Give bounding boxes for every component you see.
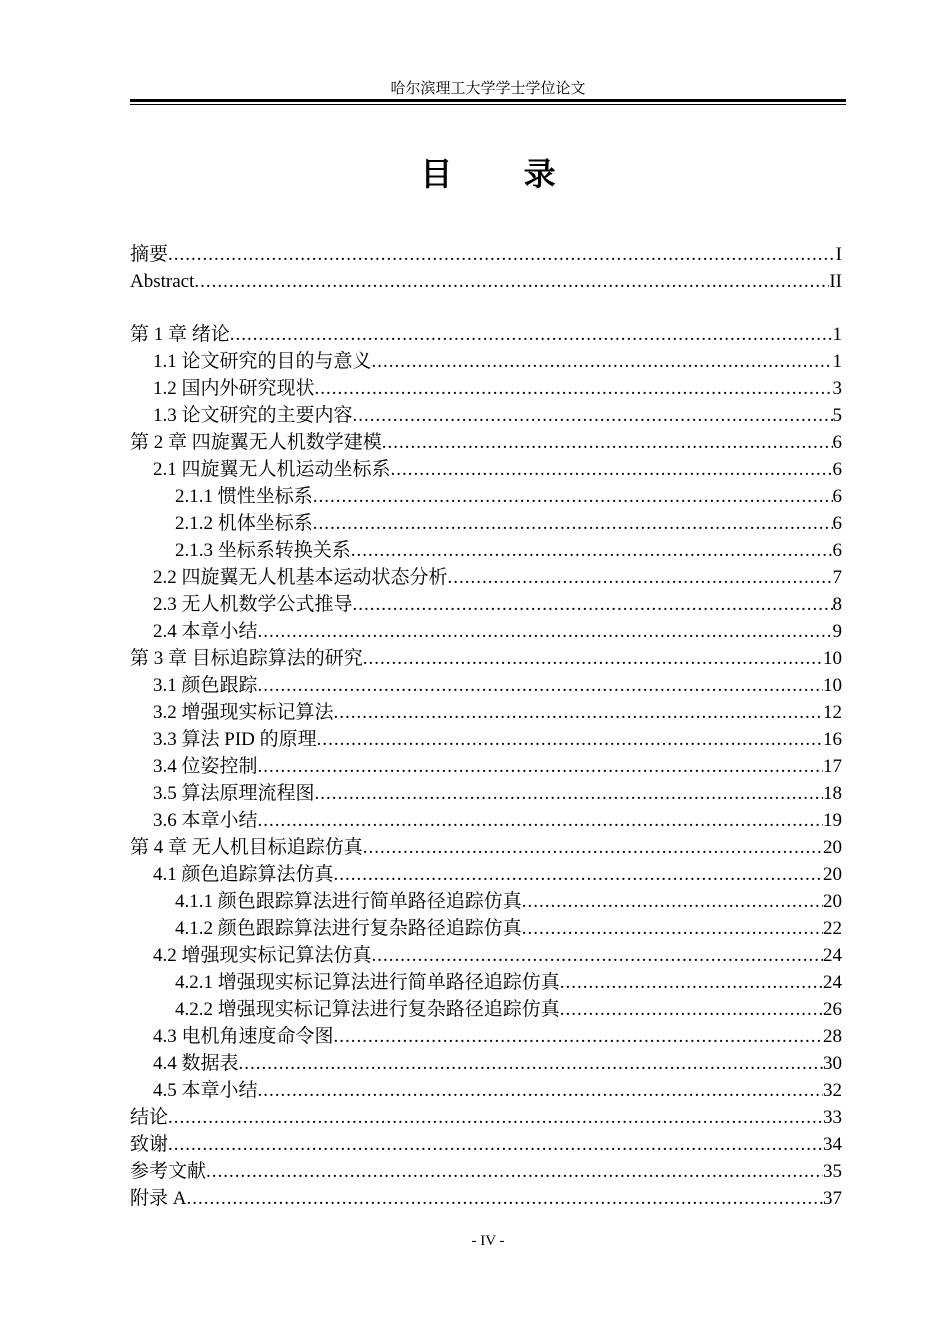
toc-entry-title: 4.5 本章小结 (153, 1080, 258, 1101)
toc-entry[interactable] (130, 807, 842, 834)
toc-entry[interactable] (130, 1050, 842, 1077)
toc-entry-title: 摘要 (130, 244, 169, 265)
toc-entry-page: I (835, 244, 842, 265)
toc-entry-title: 3.1 颜色跟踪 (153, 675, 258, 696)
toc-entry-page: 32 (823, 1080, 842, 1101)
toc-leader-dots (363, 645, 823, 672)
toc-leader-dots (353, 402, 833, 429)
toc-entry-title: 3.4 位姿控制 (153, 756, 258, 777)
toc-entry-page: 5 (832, 405, 842, 426)
toc-entry-title: 3.2 增强现实标记算法 (153, 702, 334, 723)
toc-entry-page: 30 (823, 1053, 842, 1074)
toc-entry[interactable] (130, 861, 842, 888)
toc-leader-dots (351, 537, 833, 564)
toc-entry-title: 附录 A (130, 1188, 187, 1209)
toc-leader-dots (258, 672, 823, 699)
toc-entry[interactable] (130, 537, 842, 564)
toc-entry-page: 33 (823, 1107, 842, 1128)
toc-entry-page: 8 (832, 594, 842, 615)
toc-leader-dots (258, 1077, 823, 1104)
header-rule-thin (130, 104, 846, 105)
toc-leader-dots (372, 942, 823, 969)
toc-entry[interactable] (130, 564, 842, 591)
toc-leader-dots (315, 375, 833, 402)
toc-entry[interactable] (130, 1158, 842, 1185)
toc-entry[interactable] (130, 402, 842, 429)
toc-front-matter (130, 241, 842, 295)
toc-entry[interactable] (130, 645, 842, 672)
toc-entry[interactable] (130, 780, 842, 807)
toc-leader-dots (206, 1158, 823, 1185)
running-header: 哈尔滨理工大学学士学位论文 (390, 79, 586, 97)
toc-entry-title: 2.2 四旋翼无人机基本运动状态分析 (153, 567, 448, 588)
toc-entry-title: 2.1.1 惯性坐标系 (175, 486, 313, 507)
toc-entry-title: 结论 (130, 1107, 169, 1128)
toc-leader-dots (560, 969, 823, 996)
toc-leader-dots (522, 888, 823, 915)
toc-leader-dots (239, 1050, 823, 1077)
toc-leader-dots (168, 1104, 823, 1131)
toc-entry[interactable] (130, 672, 842, 699)
toc-leader-dots (382, 429, 833, 456)
toc-leader-dots (353, 591, 833, 618)
toc-entry[interactable] (130, 348, 842, 375)
toc-entry-title: 1.2 国内外研究现状 (153, 378, 315, 399)
toc-entry-title: 2.1.3 坐标系转换关系 (175, 540, 351, 561)
toc-entry-page: 24 (823, 972, 842, 993)
toc-entry-page: 6 (832, 540, 842, 561)
toc-entry-page: 37 (823, 1188, 842, 1209)
toc-entry-page: 3 (832, 378, 842, 399)
toc-entry-title: 第 2 章 四旋翼无人机数学建模 (130, 432, 382, 453)
toc-entry-title: 2.1.2 机体坐标系 (175, 513, 313, 534)
toc-entry-page: 20 (823, 837, 842, 858)
page-title: 目 录 (420, 155, 586, 193)
toc-entry-title: 2.3 无人机数学公式推导 (153, 594, 353, 615)
toc-entry-page: 6 (832, 486, 842, 507)
toc-entry-page: 20 (823, 891, 842, 912)
toc-entry-title: 1.3 论文研究的主要内容 (153, 405, 353, 426)
toc-entry-page: 18 (823, 783, 842, 804)
toc-entry[interactable] (130, 753, 842, 780)
toc-entry-page: 10 (823, 675, 842, 696)
toc-entry[interactable] (130, 942, 842, 969)
toc-entry[interactable] (130, 834, 842, 861)
toc-entry[interactable] (130, 915, 842, 942)
toc-entry-title: 4.1 颜色追踪算法仿真 (153, 864, 334, 885)
toc-entry[interactable] (130, 1131, 842, 1158)
toc-leader-dots (258, 753, 823, 780)
toc-entry[interactable] (130, 1104, 842, 1131)
toc-entry-title: 1.1 论文研究的目的与意义 (153, 351, 372, 372)
toc-entry[interactable] (130, 510, 842, 537)
toc-entry-page: 28 (823, 1026, 842, 1047)
toc-leader-dots (334, 699, 823, 726)
toc-entry-title: 4.2 增强现实标记算法仿真 (153, 945, 372, 966)
toc-entry-title: Abstract (130, 271, 195, 292)
toc-entry[interactable] (130, 429, 842, 456)
toc-entry-title: 2.1 四旋翼无人机运动坐标系 (153, 459, 391, 480)
toc-entry[interactable] (130, 483, 842, 510)
toc-leader-dots (391, 456, 833, 483)
toc-entry-page: 20 (823, 864, 842, 885)
toc-entry-page: 12 (823, 702, 842, 723)
page-number: - IV - (471, 1233, 505, 1249)
toc-leader-dots (230, 321, 833, 348)
toc-entry[interactable] (130, 1077, 842, 1104)
toc-leader-dots (168, 241, 836, 268)
toc-leader-dots (317, 726, 823, 753)
toc-entry[interactable] (130, 1185, 842, 1212)
toc-entry-title: 3.6 本章小结 (153, 810, 258, 831)
toc-entry-title: 致谢 (130, 1134, 169, 1155)
toc-entry-page: 34 (823, 1134, 842, 1155)
toc-leader-dots (372, 348, 833, 375)
toc-entry-title: 第 3 章 目标追踪算法的研究 (130, 648, 363, 669)
toc-entry-page: 1 (832, 324, 842, 345)
toc-entry[interactable] (130, 618, 842, 645)
toc-entry-title: 4.1.2 颜色跟踪算法进行复杂路径追踪仿真 (175, 918, 522, 939)
toc-leader-dots (194, 268, 829, 295)
toc-entry-title: 4.4 数据表 (153, 1053, 239, 1074)
toc-entry[interactable] (130, 268, 842, 295)
toc-entry-page: 9 (832, 621, 842, 642)
toc-leader-dots (258, 618, 833, 645)
toc-leader-dots (168, 1131, 823, 1158)
toc-entry-title: 4.1.1 颜色跟踪算法进行简单路径追踪仿真 (175, 891, 522, 912)
toc-entry-page: 6 (832, 513, 842, 534)
toc-gap (130, 295, 842, 321)
toc-leader-dots (448, 564, 833, 591)
toc-entry[interactable] (130, 1023, 842, 1050)
toc-entry-page: 6 (832, 459, 842, 480)
header-rule-thick (130, 99, 846, 102)
toc-entry-title: 第 1 章 绪论 (130, 324, 230, 345)
toc-leader-dots (560, 996, 823, 1023)
toc-entry-page: 10 (823, 648, 842, 669)
toc-entry[interactable] (130, 996, 842, 1023)
toc-entry-page: 24 (823, 945, 842, 966)
toc-entry-page: 1 (832, 351, 842, 372)
toc-entry[interactable] (130, 591, 842, 618)
toc-entry[interactable] (130, 241, 842, 268)
toc-entry-title: 4.3 电机角速度命令图 (153, 1026, 334, 1047)
toc-leader-dots (522, 915, 823, 942)
toc-entry[interactable] (130, 726, 842, 753)
toc-leader-dots (258, 807, 823, 834)
toc-entry[interactable] (130, 375, 842, 402)
toc-entry-page: II (829, 271, 842, 292)
toc-entry-title: 第 4 章 无人机目标追踪仿真 (130, 837, 363, 858)
toc-leader-dots (334, 1023, 823, 1050)
toc-entry-page: 22 (823, 918, 842, 939)
toc-entry-page: 16 (823, 729, 842, 750)
toc-leader-dots (363, 834, 823, 861)
toc-entry-title: 4.2.2 增强现实标记算法进行复杂路径追踪仿真 (175, 999, 560, 1020)
toc-entry-page: 7 (832, 567, 842, 588)
toc-entry-title: 4.2.1 增强现实标记算法进行简单路径追踪仿真 (175, 972, 560, 993)
toc-entry-title: 参考文献 (130, 1161, 207, 1182)
toc-entry[interactable] (130, 699, 842, 726)
toc-entry[interactable] (130, 888, 842, 915)
toc-leader-dots (313, 510, 833, 537)
toc-leader-dots (186, 1185, 823, 1212)
toc-entry-title: 3.3 算法 PID 的原理 (153, 729, 317, 750)
toc-entry-page: 19 (823, 810, 842, 831)
toc-entry-title: 2.4 本章小结 (153, 621, 258, 642)
toc-leader-dots (334, 861, 823, 888)
toc-leader-dots (313, 483, 833, 510)
toc-entry-page: 6 (832, 432, 842, 453)
toc-entry[interactable] (130, 321, 842, 348)
toc-entry-page: 17 (823, 756, 842, 777)
toc-entry[interactable] (130, 969, 842, 996)
toc-leader-dots (315, 780, 823, 807)
table-of-contents (130, 241, 842, 1212)
toc-entry-page: 26 (823, 999, 842, 1020)
toc-entry-title: 3.5 算法原理流程图 (153, 783, 315, 804)
toc-main-body (130, 321, 842, 1212)
toc-entry[interactable] (130, 456, 842, 483)
toc-entry-page: 35 (823, 1161, 842, 1182)
